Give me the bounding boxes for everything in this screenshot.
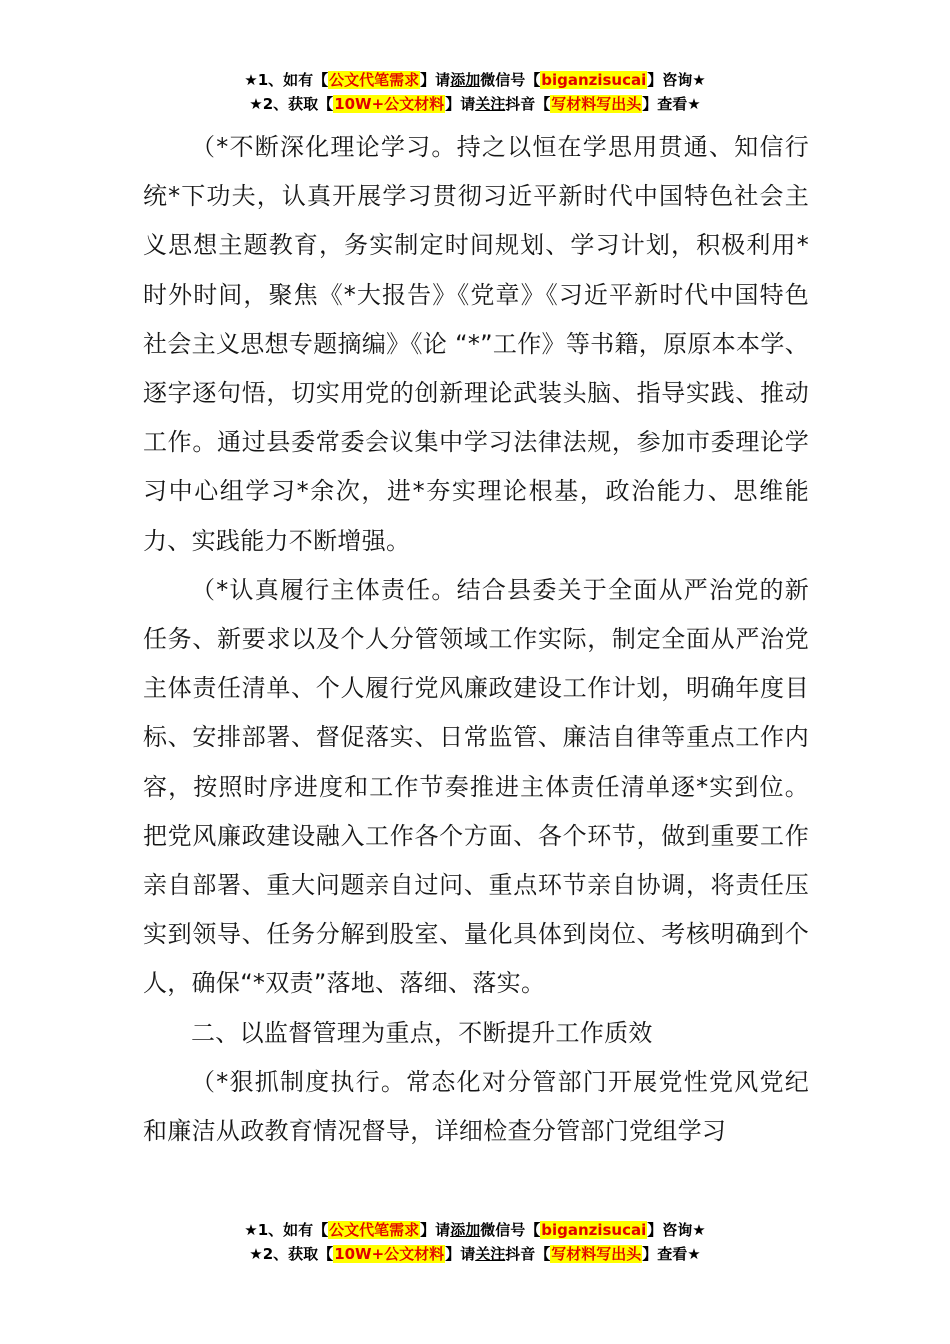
banner-highlight: 写材料写出头 [551,1245,642,1263]
banner-highlight: 公文代笔需求 [329,1221,420,1239]
banner-highlight: 10W+公文材料 [334,95,445,113]
banner-highlight: 公文代笔需求 [329,71,420,89]
footer-banner [0,1218,950,1266]
banner-text: 】请 [420,1221,451,1239]
section-heading-2: 二、以监督管理为重点，不断提升工作质效 [191,1018,653,1047]
banner-text: 微信号【 [480,1221,541,1239]
banner-highlight: biganzisucai [541,1221,647,1239]
banner-text: 】请 [420,71,451,89]
document-body [143,123,809,1156]
banner-text: ★2、获取【 [249,95,334,113]
banner-text: ★1、如有【 [244,1221,329,1239]
banner-line-2 [0,92,950,116]
banner-line-2 [0,1242,950,1266]
banner-underlined: 添加 [450,1221,481,1239]
banner-text: 】查看★ [642,1245,701,1263]
banner-text: ★2、获取【 [249,1245,334,1263]
banner-text: 抖音【 [505,95,551,113]
banner-highlight: biganzisucai [541,71,647,89]
banner-text: 】查看★ [642,95,701,113]
banner-highlight: 写材料写出头 [551,95,642,113]
banner-text: 】咨询★ [647,71,706,89]
banner-text: 】请 [445,95,476,113]
banner-text: ★1、如有【 [244,71,329,89]
paragraph-theory-study: （*不断深化理论学习。持之以恒在学思用贯通、知信行统*下功夫，认真开展学习贯彻习近平新时代中国特色社会主义思想主题教育，务实制定时间规划、学习计划，积极利用*时外时间，聚焦《*大报告》《党章》《习近平新时代中国特色社会主义思想专题摘编》《论 “*”工作》等书籍，原原本本学、逐字逐句悟，切实用党的创新理论武装头脑、指导实践、推动工作。通过县委常委会议集中学习法律法规，参加市委理论学习中心组学习*余次，进*夯实理论根基，政治能力、思维能力、实践能力不断增强。 [143,133,809,555]
banner-line-1 [0,1218,950,1242]
banner-text: 微信号【 [480,71,541,89]
banner-highlight: 10W+公文材料 [334,1245,445,1263]
paragraph-system-execution: （*狠抓制度执行。常态化对分管部门开展党性党风党纪和廉洁从政教育情况督导，详细检查分管部门党组学习 [143,1067,809,1146]
banner-line-1 [0,68,950,92]
banner-text: 】请 [445,1245,476,1263]
header-banner [0,68,950,116]
banner-underlined: 添加 [450,71,481,89]
banner-text: 抖音【 [505,1245,551,1263]
banner-underlined: 关注 [475,1245,506,1263]
banner-underlined: 关注 [475,95,506,113]
banner-text: 】咨询★ [647,1221,706,1239]
paragraph-main-responsibility: （*认真履行主体责任。结合县委关于全面从严治党的新任务、新要求以及个人分管领域工作实际，制定全面从严治党主体责任清单、个人履行党风廉政建设工作计划，明确年度目标、安排部署、督促落实、日常监管、廉洁自律等重点工作内容，按照时序进度和工作节奏推进主体责任清单逐*实到位。把党风廉政建设融入工作各个方面、各个环节，做到重要工作亲自部署、重大问题亲自过问、重点环节亲自协调，将责任压实到领导、任务分解到股室、量化具体到岗位、考核明确到个人，确保“*双责”落地、落细、落实。 [143,575,809,998]
